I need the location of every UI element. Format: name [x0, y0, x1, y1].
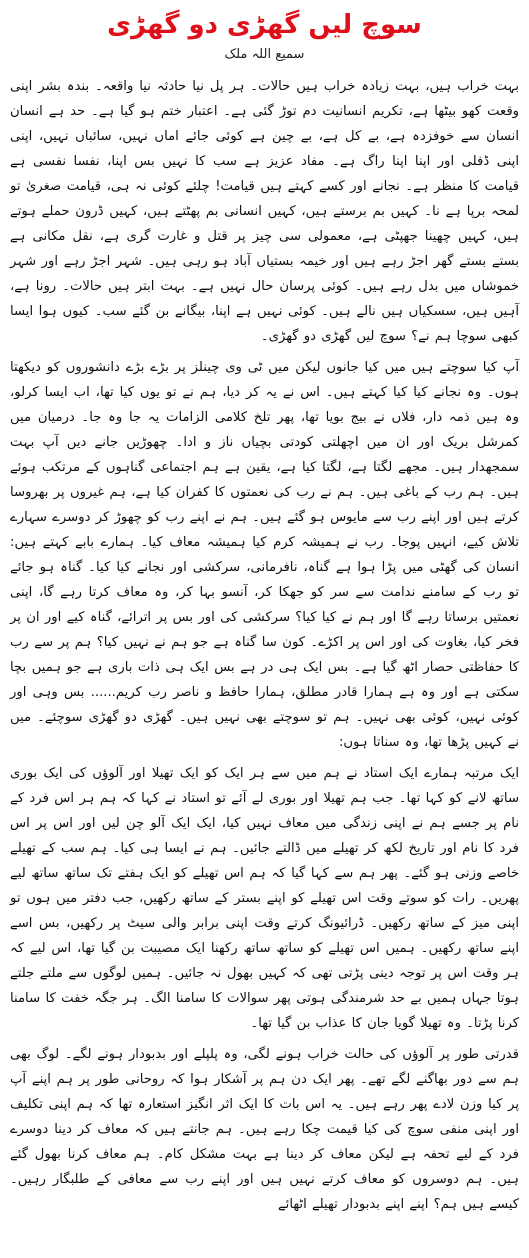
paragraph: بہت خراب ہیں، بہت زیادہ خراب ہیں حالات۔ ہر پل نیا حادثہ نیا واقعہ۔ بندہ بشر اپنی وقعت کھو بیٹھا ہے، تکریم انسانیت دم توڑ گئی ہے۔ اعتبار ختم ہو گیا ہے۔ حد ہے انسان انسان سے خوفزدہ ہے، بے کل ہے، بے چین ہے کوئی جائے اماں نہیں، سائباں نہیں، اپنی اپنی ڈفلی اور اپنا اپنا راگ ہے۔ مفاد عزیز ہے سب کا نہیں بس اپنا، نفسا نفسی ہے قیامت کا منظر ہے۔ نجانے اور کسے کہتے ہیں قیامت! چلئے کوئی نہ ہی، قیامت صغریٰ تو لمحہ برپا ہے نا۔ کہیں بم برستے ہیں، کہیں انسانی بم پھٹتے ہیں، کہیں ڈرون حملے ہوتے ہیں، کہیں چھینا جھپٹی ہے، معمولی سی چیز پر قتل و غارت گری ہے، نقل مکانی ہے بستے بستے گھر اجڑ رہے ہیں اور خیمہ بستیاں آباد ہو رہی ہیں۔ شہر اجڑ رہے اور شہر خموشاں میں بدل رہے ہیں۔ کوئی پرسان حال نہیں ہے۔ بہت ابتر ہیں حالات۔ رونا ہے، آہیں ہیں، سسکیاں ہیں نالے ہیں۔ کوئی نہیں ہے اپنا، بیگانے بن گئے سب۔ کیوں ہوا ایسا کبھی سوچا ہم نے؟ سوچ لیں گھڑی دو گھڑی۔ — [10, 79, 519, 344]
article-body — [10, 74, 519, 1217]
paragraph: ایک مرتبہ ہمارے ایک استاد نے ہم میں سے ہر ایک کو ایک تھیلا اور آلوؤں کی ایک بوری ساتھ لانے کو کہا تھا۔ جب ہم تھیلا اور بوری لے آئے تو استاد نے کہا کہ ہم ہر اس فرد کے نام پر جسے ہم نے اپنی زندگی میں معاف نہیں کیا، ایک ایک آلو چن لیں اور اس پر اس فرد کا نام اور تاریخ لکھ کر تھیلے میں ڈالتے جائیں۔ ہم نے ایسا ہی کیا۔ ہم سب کے تھیلے خاصے وزنی ہو گئے۔ پھر ہم سے کہا گیا کہ ہم اس تھیلے کو ایک ہفتے تک ساتھ ساتھ لیے پھریں۔ رات کو سوتے وقت اس تھیلے کو اپنے بستر کے ساتھ رکھیں، جب دفتر میں ہوں تو اپنی میز کے ساتھ رکھیں۔ ڈرائیونگ کرتے وقت اپنی برابر والی سیٹ پر رکھیں، بس اسے اپنے ساتھ رکھیں۔ ہمیں اس تھیلے کو ساتھ ساتھ رکھنا ایک مصیبت بن گیا تھا، اس لیے کہ ہر وقت اس پر توجہ دینی پڑتی تھی کہ کہیں بھول نہ جائیں۔ ہمیں لوگوں سے ملتے جلتے ہوتا جہاں ہمیں بے حد شرمندگی ہوتی پھر سوالات کا سامنا الگ۔ ہر جگہ خفت کا سامنا کرنا پڑتا۔ وہ تھیلا گویا جان کا عذاب بن گیا تھا۔ — [10, 766, 519, 1031]
paragraph: آپ کیا سوچتے ہیں میں کیا جانوں لیکن میں ٹی وی چینلز پر بڑے بڑے دانشوروں کو دیکھتا ہوں۔ وہ نجانے کیا کیا کہتے ہیں۔ اس نے یہ کر دیا، ہم نے تو یوں کیا تھا، اب ایسا کرلو، وہ ہیں ذمہ دار، فلاں نے بیج بویا تھا، پھر تلخ کلامی الزامات یہ جا وہ جا۔ درمیان میں کمرشل بریک اور ان میں اچھلتی کودتی بچیاں ناز و ادا۔ چھوڑیں جانے دیں آپ بہت سمجھدار ہیں۔ مجھے لگتا ہے، لگتا کیا ہے، یقین ہے ہم اجتماعی گناہوں کے مرتکب ہوئے ہیں۔ ہم رب کے باغی ہیں۔ ہم نے رب کی نعمتوں کا کفران کیا ہے، ہم غیروں پر بھروسا کرتے ہیں اور اپنے رب سے مایوس ہو گئے ہیں۔ ہم نے اپنے رب کو چھوڑ کر دوسرے سہارے تلاش کیے، انہیں پوجا۔ رب نے ہمیشہ کرم کیا ہمیشہ معاف کیا۔ ہمارے بابے کہتے ہیں: انسان کی گھٹی میں پڑا ہوا ہے گناہ، نافرمانی، سرکشی اور نجانے کیا کیا۔ گناہ ہو جائے تو رب کے سامنے ندامت سے سر کو جھکا کر، آنسو بہا کر، وہ معاف کرتا رہے گا، اپنی نعمتیں برساتا رہے گا اور ہم نے کیا کیا؟ سرکشی کی اور بس پر اترائے، گناہ کیے اور ان پر فخر کیا، بغاوت کی اور اس پر اکڑے۔ کون سا گناہ ہے جو ہم نے نہیں کیا؟ ہم پر سے رب کا حفاظتی حصار اٹھ گیا ہے۔ بس ایک ہی در ہے بس ایک ہی ذات باری ہے جو ہمیں بچا سکتی ہے اور وہ ہے ہمارا قادر مطلق، ہمارا حافظ و ناصر رب کریم...... بس وہی اور کوئی نہیں، کوئی بھی نہیں۔ ہم تو سوچتے بھی نہیں ہیں۔ گھڑی دو گھڑی سوچئے۔ میں نے کہیں پڑھا تھا، وہ سناتا ہوں: — [10, 360, 519, 750]
paragraph: قدرتی طور پر آلوؤں کی حالت خراب ہونے لگی، وہ پلپلے اور بدبودار ہونے لگے۔ لوگ بھی ہم سے دور بھاگنے لگے تھے۔ پھر ایک دن ہم پر آشکار ہوا کہ روحانی طور پر ہم اپنے آپ پر کیا وزن لادے پھر رہے ہیں۔ یہ اس بات کا ایک اثر انگیز استعارہ تھا کہ ہم اپنی تکلیف اور اپنی منفی سوچ کی کیا قیمت چکا رہے ہیں۔ ہم جانتے ہیں کہ معاف کر دینا دوسرے فرد کے لیے تحفہ ہے لیکن معاف کر دینا ہے بہت مشکل کام۔ ہم معاف کرنا بھول گئے ہیں۔ ہم دوسروں کو معاف کرتے نہیں ہیں اور اپنے رب سے معافی کے طلبگار رہیں۔ کیسے ہیں ہم؟ اپنے اپنے بدبودار تھیلے اٹھائے — [10, 1047, 519, 1212]
article-title: سوچ لیں گھڑی دو گھڑی — [107, 10, 422, 40]
author-name: سمیع اللہ ملک — [224, 47, 305, 62]
